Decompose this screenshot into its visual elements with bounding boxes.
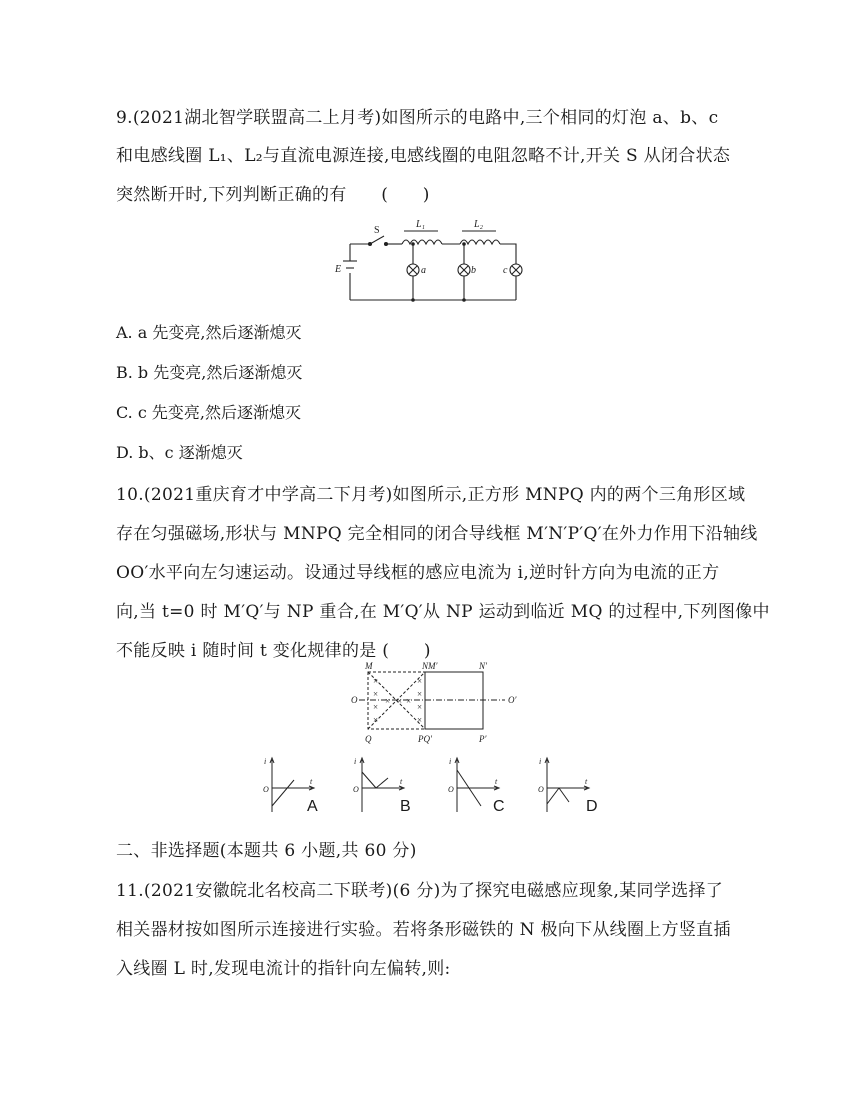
graph-a-label: A bbox=[307, 798, 318, 815]
label-a: a bbox=[421, 265, 426, 276]
graph-d-label: D bbox=[586, 798, 598, 815]
graph-c-t: t bbox=[495, 777, 498, 786]
lamp-b-icon bbox=[458, 264, 470, 276]
label-S: S bbox=[374, 225, 380, 236]
svg-text:×: × bbox=[373, 676, 379, 686]
graph-c-label: C bbox=[493, 798, 505, 815]
svg-text:×: × bbox=[385, 696, 391, 706]
q10-line-4: 向,当 t=0 时 M′Q′与 NP 重合,在 M′Q′从 NP 运动到临近 MQ 的过程中,下列图像中 bbox=[116, 602, 770, 622]
label-N-prime: N′ bbox=[479, 661, 487, 671]
q9-circuit-diagram bbox=[330, 218, 540, 308]
q9-option-d[interactable]: D. b、c 逐渐熄灭 bbox=[116, 443, 243, 462]
lamp-c-icon bbox=[510, 264, 522, 276]
graph-d-O: O bbox=[538, 785, 544, 794]
q10-line-1: 10.(2021重庆育才中学高二下月考)如图所示,正方形 MNPQ 内的两个三角形区域 bbox=[116, 485, 746, 505]
q9-option-a[interactable]: A. a 先变亮,然后逐渐熄灭 bbox=[116, 323, 302, 342]
label-NM: NM′ bbox=[422, 661, 438, 671]
q10-line-3: OO′水平向左匀速运动。设通过导线框的感应电流为 i,逆时针方向为电流的正方 bbox=[116, 563, 720, 583]
graph-a-O: O bbox=[263, 785, 269, 794]
svg-text:×: × bbox=[417, 676, 423, 686]
lamp-a-icon bbox=[407, 264, 419, 276]
svg-text:×: × bbox=[406, 696, 412, 706]
graph-d-t: t bbox=[585, 777, 588, 786]
svg-text:×: × bbox=[373, 689, 379, 699]
label-E: E bbox=[335, 264, 342, 275]
label-c: c bbox=[503, 265, 508, 276]
q10-line-5: 不能反映 i 随时间 t 变化规律的是 ( ) bbox=[116, 641, 431, 661]
graph-c-i: i bbox=[449, 757, 452, 766]
graph-b-t: t bbox=[400, 777, 403, 786]
label-b: b bbox=[471, 265, 476, 276]
graph-b-label: B bbox=[400, 798, 411, 815]
section-2-heading: 二、非选择题(本题共 6 小题,共 60 分) bbox=[116, 841, 417, 861]
label-P-prime: P′ bbox=[479, 734, 487, 744]
q9-line-2: 和电感线圈 L₁、L₂与直流电源连接,电感线圈的电阻忽略不计,开关 S 从闭合状态 bbox=[116, 146, 731, 166]
q9-line-1: 9.(2021湖北智学联盟高二上月考)如图所示的电路中,三个相同的灯泡 a、b、c bbox=[116, 108, 719, 128]
q10-magnetic-field-figure bbox=[345, 660, 525, 748]
label-L1: L₁ bbox=[416, 219, 426, 230]
svg-text:×: × bbox=[417, 689, 423, 699]
label-M: M bbox=[365, 661, 373, 671]
svg-text:×: × bbox=[397, 696, 403, 706]
svg-text:×: × bbox=[373, 715, 379, 725]
label-PQ: PQ′ bbox=[418, 734, 432, 744]
q9-option-c[interactable]: C. c 先变亮,然后逐渐熄灭 bbox=[116, 403, 301, 422]
q11-line-1: 11.(2021安徽皖北名校高二下联考)(6 分)为了探究电磁感应现象,某同学选择了 bbox=[116, 881, 724, 901]
label-Q: Q bbox=[365, 734, 372, 744]
graph-c-O: O bbox=[448, 785, 454, 794]
graph-b-i: i bbox=[354, 757, 357, 766]
graph-d-i: i bbox=[539, 757, 542, 766]
q9-line-3: 突然断开时,下列判断正确的有 ( ) bbox=[116, 185, 430, 205]
q11-line-2: 相关器材按如图所示连接进行实验。若将条形磁铁的 N 极向下从线圈上方竖直插 bbox=[116, 920, 731, 940]
graph-a-t: t bbox=[310, 777, 313, 786]
graph-b-O: O bbox=[353, 785, 359, 794]
label-O: O bbox=[351, 695, 358, 705]
q11-line-3: 入线圈 L 时,发现电流计的指针向左偏转,则: bbox=[116, 959, 451, 979]
label-L2: L₂ bbox=[474, 219, 484, 230]
svg-text:×: × bbox=[373, 702, 379, 712]
svg-text:×: × bbox=[417, 715, 423, 725]
graph-a-i: i bbox=[264, 757, 267, 766]
q10-line-2: 存在匀强磁场,形状与 MNPQ 完全相同的闭合导线框 M′N′P′Q′在外力作用下沿轴线 bbox=[116, 524, 758, 544]
svg-text:×: × bbox=[417, 702, 423, 712]
label-O-prime: O′ bbox=[508, 695, 517, 705]
q9-option-b[interactable]: B. b 先变亮,然后逐渐熄灭 bbox=[116, 363, 303, 382]
